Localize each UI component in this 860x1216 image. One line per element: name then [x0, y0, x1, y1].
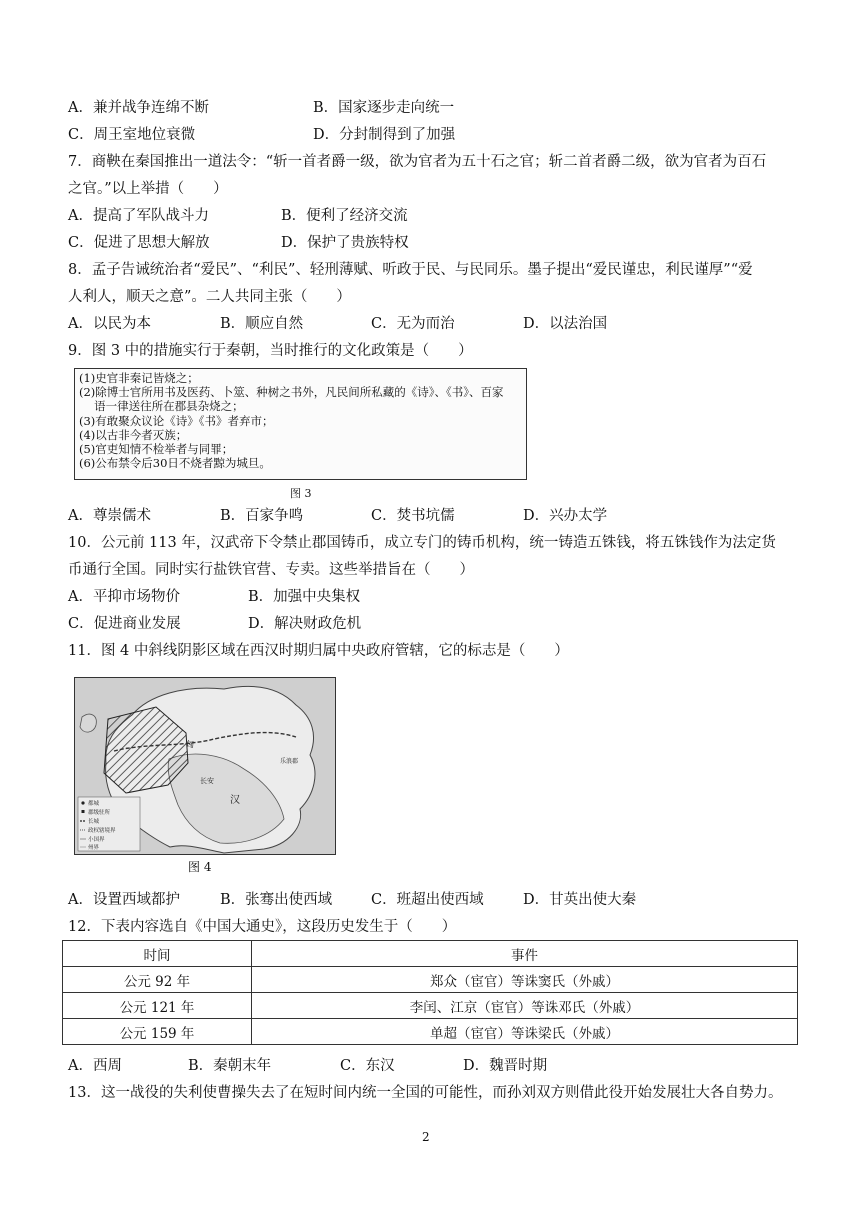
q10-option-b: B．加强中央集权: [248, 589, 361, 605]
legend-great-wall: 长城: [88, 819, 100, 825]
table-header-event: 事件: [252, 941, 798, 967]
legend-regime-border: 政权辖境界: [88, 828, 116, 834]
q9-option-d: D．兴办太学: [523, 508, 608, 524]
table-header-row: [63, 941, 798, 967]
figure-3-line: (1)史官非秦记皆烧之；: [79, 371, 199, 385]
q9-option-b: B．百家争鸣: [220, 508, 304, 524]
table-cell-event: 郑众（宦官）等诛窦氏（外戚）: [252, 967, 798, 993]
map-label-lelang: 乐浪郡: [280, 758, 299, 765]
figure-3-line: 语一律送往所在郡县杂烧之；: [79, 399, 244, 414]
legend-commandery: 郡级驻所: [88, 810, 111, 816]
q12-option-d: D．魏晋时期: [463, 1058, 548, 1074]
table-cell-time: 公元 92 年: [63, 967, 252, 993]
figure-3-line: (3)有敢聚众议论《诗》《书》者弃市；: [79, 413, 274, 428]
q9-option-a: A．尊崇儒术: [68, 508, 151, 524]
legend-province-border: 州界: [88, 845, 100, 851]
history-events-table: [62, 940, 798, 1045]
q9-option-c: C．焚书坑儒: [371, 508, 455, 524]
q8-stem-line2: 人利人，顺天之意”。二人共同主张（ ）: [68, 289, 351, 305]
q13-stem: 13．这一战役的失利使曹操失去了在短时间内统一全国的可能性，而孙刘双方则借此役开始发展壮大各自势力。: [68, 1085, 783, 1101]
q12-stem: 12．下表内容选自《中国大通史》，这段历史发生于（ ）: [68, 919, 457, 935]
q12-option-b: B．秦朝末年: [188, 1058, 272, 1074]
table-header-time: 时间: [63, 941, 252, 967]
q11-option-d: D．甘英出使大秦: [523, 892, 637, 908]
figure-4-caption: 图 4: [188, 860, 212, 874]
map-label-xiongnu: 匈: [186, 740, 194, 749]
q6-option-a: A．兼并战争连绵不断: [68, 100, 209, 116]
map-label-changan: 长安: [200, 777, 214, 785]
figure-4-map: [74, 677, 336, 855]
table-row: [63, 967, 798, 993]
q11-option-b: B．张骞出使西域: [220, 892, 333, 908]
q12-option-c: C．东汉: [340, 1058, 395, 1074]
q8-stem-line1: 8．孟子告诫统治者“爱民”、“利民”、轻刑薄赋、听政于民、与民同乐。墨子提出“爱民谨忠，利民谨厚”“爱: [68, 262, 753, 278]
q11-stem: 11．图 4 中斜线阴影区域在西汉时期归属中央政府管辖，它的标志是（ ）: [68, 643, 569, 659]
q8-option-b: B．顺应自然: [220, 316, 304, 332]
map-legend: [78, 797, 140, 851]
table-cell-event: 单超（宦官）等诛梁氏（外戚）: [252, 1019, 798, 1045]
table-cell-time: 公元 121 年: [63, 993, 252, 1019]
q7-stem-line1: 7．商鞅在秦国推出一道法令：“斩一首者爵一级，欲为官者为五十石之官；斩二首者爵二级，欲为官者为百石: [68, 154, 767, 170]
q10-stem-line2: 币通行全国。同时实行盐铁官营、专卖。这些举措旨在（ ）: [68, 562, 474, 578]
q11-option-c: C．班超出使西域: [371, 892, 484, 908]
figure-3-line: (5)官吏知情不检举者与同罪；: [79, 442, 234, 457]
figure-3-line: (2)除博士官所用书及医药、卜筮、种树之书外，凡民间所私藏的《诗》、《书》、百家: [79, 385, 504, 400]
q7-option-c: C．促进了思想大解放: [68, 235, 210, 251]
table-cell-time: 公元 159 年: [63, 1019, 252, 1045]
q7-option-a: A．提高了军队战斗力: [68, 208, 209, 224]
q8-option-c: C．无为而治: [371, 316, 455, 332]
figure-3-line: (6)公布禁令后30日不烧者黥为城旦。: [79, 456, 271, 471]
q7-option-b: B．便利了经济交流: [281, 208, 408, 224]
q9-stem: 9．图 3 中的措施实行于秦朝，当时推行的文化政策是（ ）: [68, 343, 473, 359]
q8-option-a: A．以民为本: [68, 316, 151, 332]
q10-stem-line1: 10．公元前 113 年，汉武帝下令禁止郡国铸币，成立专门的铸币机构，统一铸造五铢钱，将五铢钱作为法定货: [68, 535, 776, 551]
table-cell-event: 李闰、江京（宦官）等诛邓氏（外戚）: [252, 993, 798, 1019]
q11-option-a: A．设置西域都护: [68, 892, 180, 908]
map-label-han: 汉: [230, 795, 240, 806]
q6-option-d: D．分封制得到了加强: [313, 127, 456, 143]
figure-3-box: [74, 368, 527, 480]
figure-3-caption: 图 3: [290, 487, 312, 500]
q7-option-d: D．保护了贵族特权: [281, 235, 409, 251]
q6-option-c: C．周王室地位衰微: [68, 127, 196, 143]
figure-3-line: (4)以古非今者灭族；: [79, 427, 188, 442]
q8-option-d: D．以法治国: [523, 316, 608, 332]
q12-option-a: A．西周: [68, 1058, 122, 1074]
lake-shape: [80, 714, 96, 732]
q10-option-a: A．平抑市场物价: [68, 589, 180, 605]
q10-option-d: D．解决财政危机: [248, 616, 362, 632]
page-number: 2: [422, 1130, 430, 1144]
table-row: [63, 1019, 798, 1045]
legend-capital: 都城: [88, 801, 100, 807]
q6-option-b: B．国家逐步走向统一: [313, 100, 455, 116]
q7-stem-line2: 之官。”以上举措（ ）: [68, 181, 228, 197]
q10-option-c: C．促进商业发展: [68, 616, 181, 632]
table-row: [63, 993, 798, 1019]
legend-small-state-border: 小国界: [88, 837, 105, 843]
